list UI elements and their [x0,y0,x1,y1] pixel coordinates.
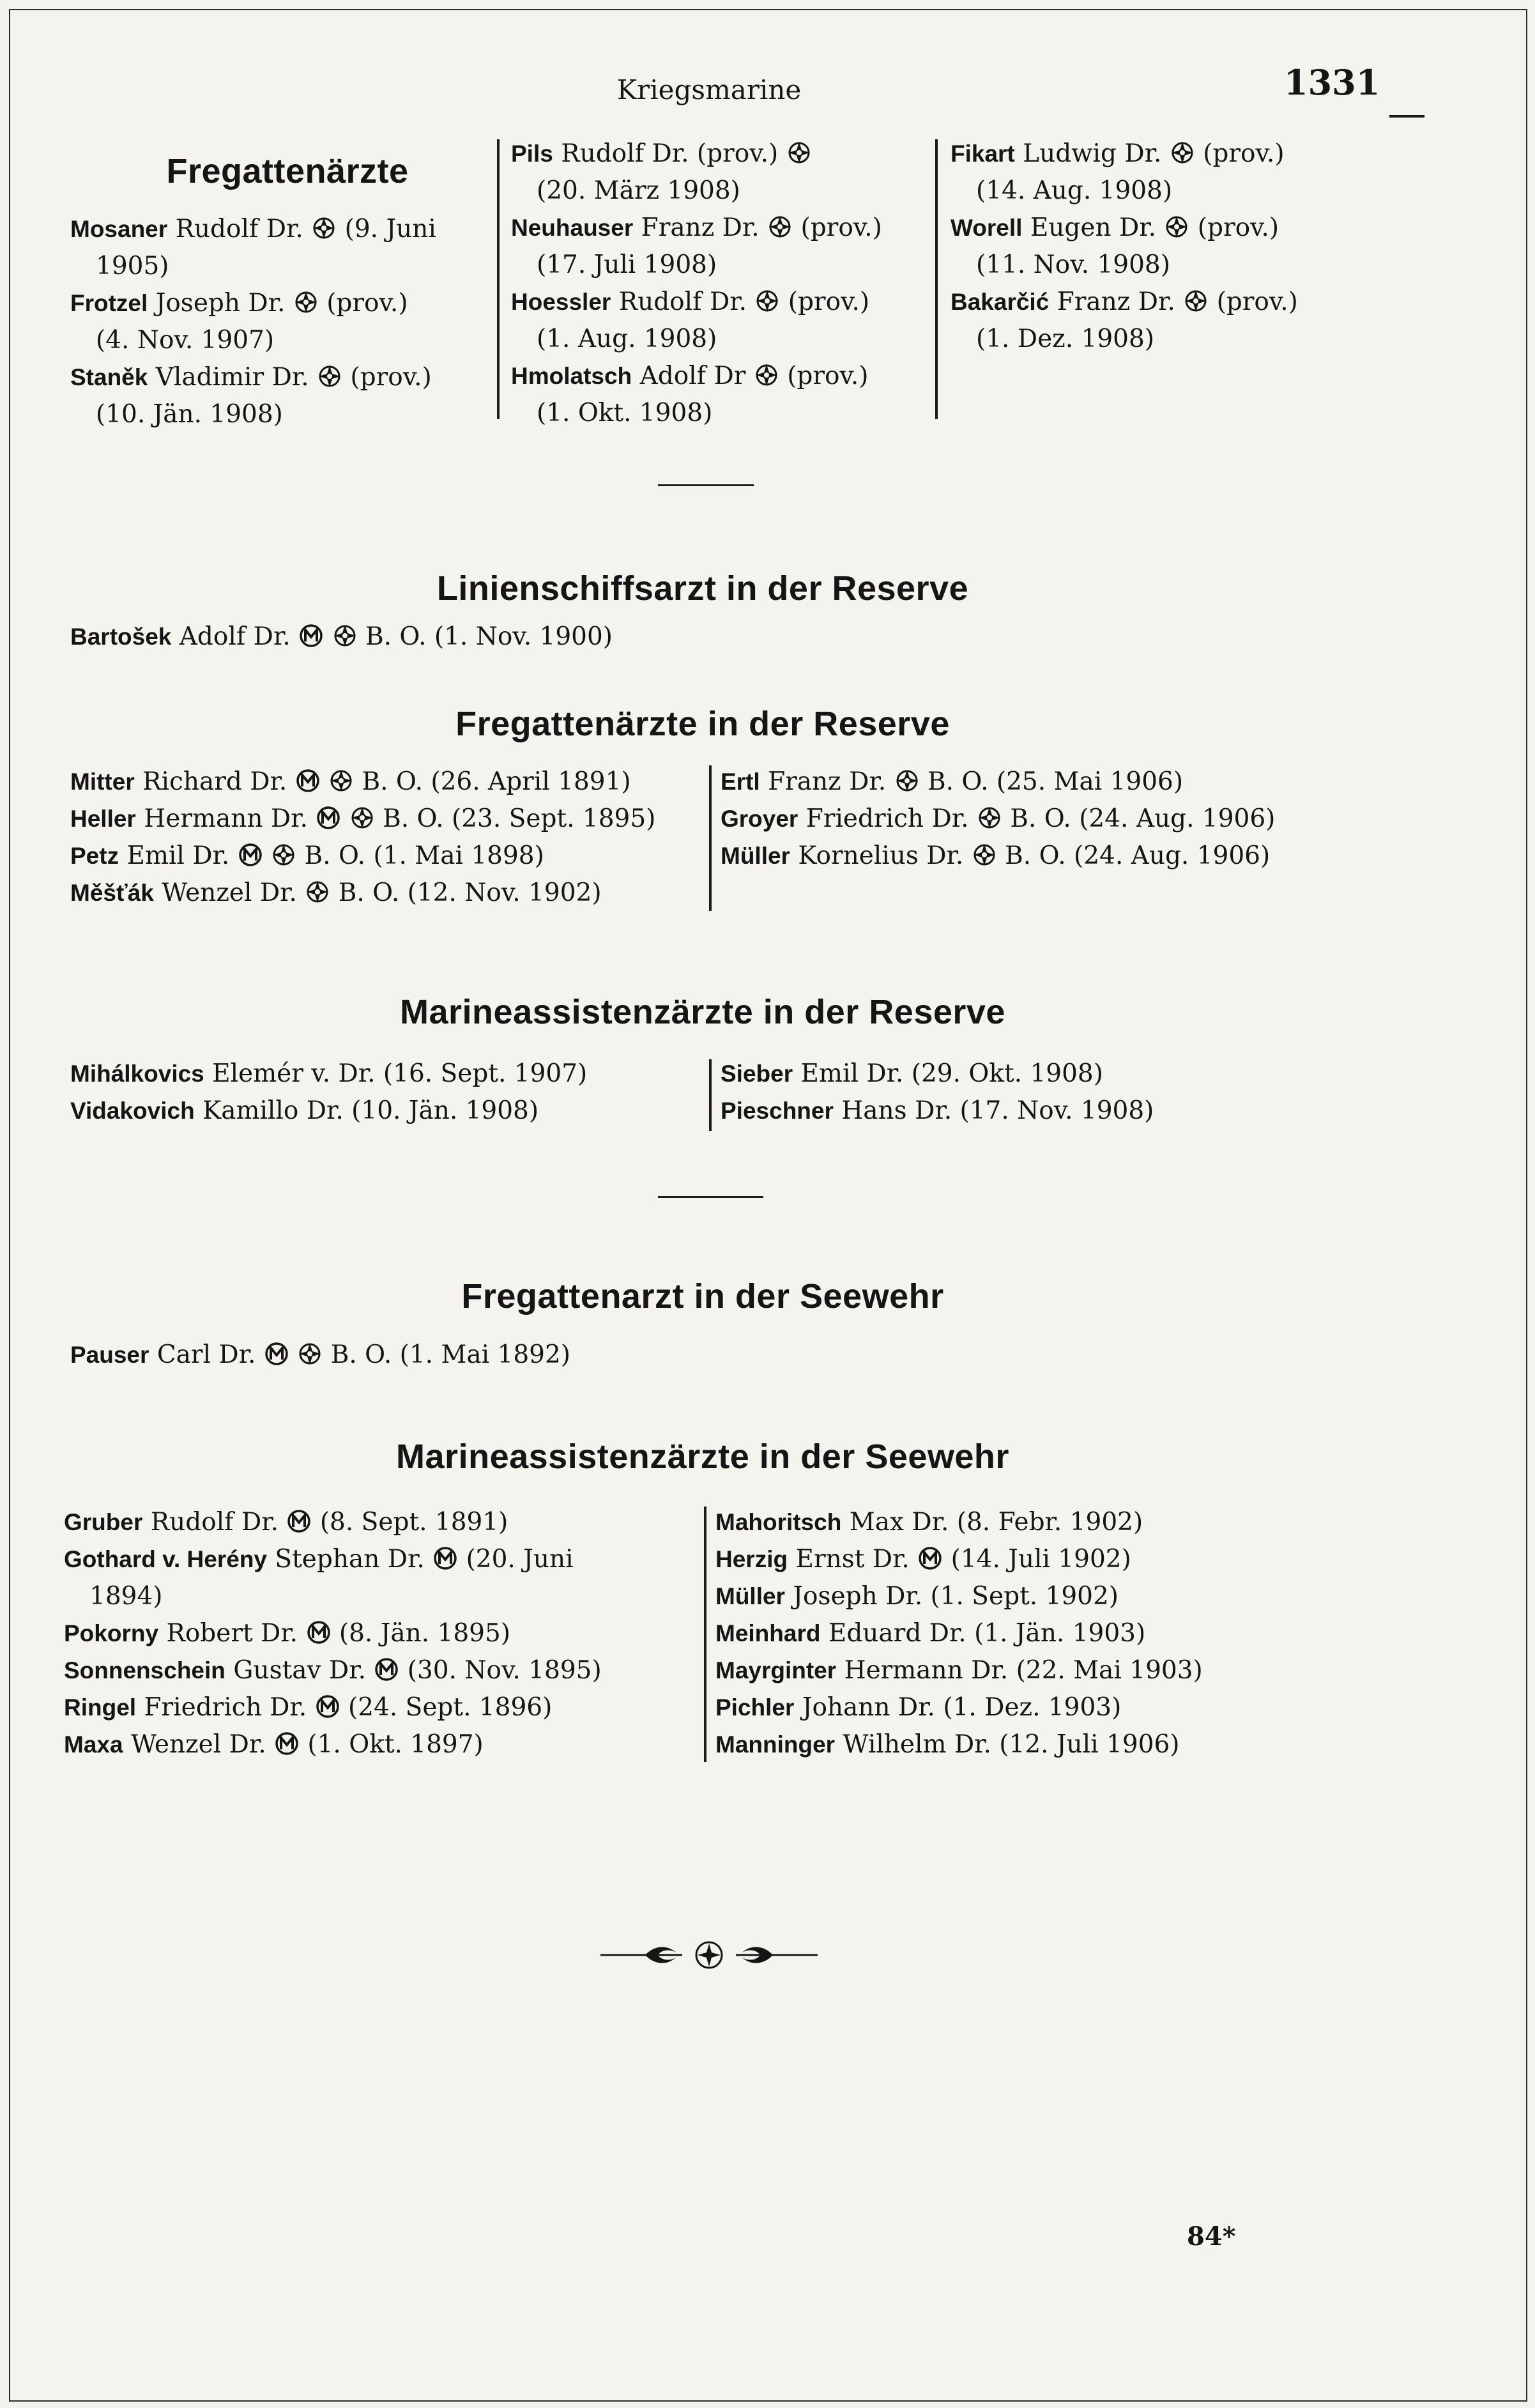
column-fregattenaerzte-1 [70,211,492,433]
page-number: 1331 [1284,62,1380,103]
merit-medal-icon [274,1731,300,1756]
entry: Petz Emil Dr. B. O. (1. Mai 1898) [70,841,544,870]
cross-icon [767,214,793,240]
entry: Hoessler Rudolf Dr. (prov.) [511,288,870,316]
ornament-icon [600,1936,818,1974]
merit-medal-icon [295,768,321,794]
cross-icon [786,140,812,165]
entry: Müller Kornelius Dr. B. O. (24. Aug. 1906) [721,841,1271,870]
entry: Ertl Franz Dr. B. O. (25. Mai 1906) [721,767,1184,796]
column-fregattenaerzte-3 [951,135,1385,358]
cross-icon [332,623,358,648]
column-fregattenaerzte-2 [511,135,933,432]
cross-icon [754,362,779,388]
cross-icon [297,1341,323,1367]
entry-cont: (10. Jän. 1908) [96,400,283,429]
divider [658,1196,763,1198]
column-rule [935,139,938,419]
merit-medal-icon [264,1341,289,1367]
entry: Bartošek Adolf Dr. B. O. (1. Nov. 1900) [70,622,613,651]
merit-medal-icon [917,1545,943,1571]
heading-marineassistenz-seewehr: Marineassistenzärzte in der Seewehr [396,1438,1009,1476]
signature-mark: 84* [1187,2221,1236,2251]
entry: Pokorny Robert Dr. (8. Jän. 1895) [64,1619,510,1648]
entry: Pieschner Hans Dr. (17. Nov. 1908) [721,1096,1154,1125]
entry: Müller Joseph Dr. (1. Sept. 1902) [715,1582,1119,1611]
margin-mark [1389,115,1424,118]
entry: Bakarčić Franz Dr. (prov.) [951,288,1298,316]
entry: Pauser Carl Dr. B. O. (1. Mai 1892) [70,1340,570,1369]
cross-icon [1164,214,1189,240]
column-rule [497,139,500,419]
cross-icon [1170,140,1195,165]
cross-icon [305,879,330,905]
entry: Pils Rudolf Dr. (prov.) [511,135,933,173]
entry-cont: (20. März 1908) [537,176,740,205]
merit-medal-icon [298,623,324,648]
entry: Groyer Friedrich Dr. B. O. (24. Aug. 1906) [721,804,1276,833]
entry: Manninger Wilhelm Dr. (12. Juli 1906) [715,1730,1180,1759]
merit-medal-icon [315,1694,340,1719]
merit-medal-icon [316,805,341,831]
column-marineassistenz-reserve-left [70,1055,709,1130]
entry: Meinhard Eduard Dr. (1. Jän. 1903) [715,1619,1146,1648]
running-title: Kriegsmarine [616,74,802,105]
entry-cont: (1. Okt. 1908) [537,399,713,427]
entry: Mahoritsch Max Dr. (8. Febr. 1902) [715,1508,1143,1537]
cross-icon [311,215,337,241]
cross-icon [328,768,354,794]
entry: Fikart Ludwig Dr. (prov.) [951,139,1285,168]
divider [658,484,754,486]
heading-linienschiffsarzt: Linienschiffsarzt in der Reserve [436,569,969,608]
entry: Mihálkovics Elemér v. Dr. (16. Sept. 1907) [70,1059,588,1088]
entry: Herzig Ernst Dr. (14. Juli 1902) [715,1545,1131,1574]
cross-icon [754,288,780,314]
entry: Neuhauser Franz Dr. (prov.) [511,213,882,242]
heading-marineassistenz-reserve: Marineassistenzärzte in der Reserve [400,993,1005,1031]
entry: Pichler Johann Dr. (1. Dez. 1903) [715,1693,1122,1722]
entry: Sieber Emil Dr. (29. Okt. 1908) [721,1059,1103,1088]
column-fregattenaerzte-reserve-right [721,763,1359,875]
heading-fregattenaerzte-reserve: Fregattenärzte in der Reserve [455,705,950,743]
entry: Hmolatsch Adolf Dr (prov.) [511,362,869,390]
entry: Vidakovich Kamillo Dr. (10. Jän. 1908) [70,1096,539,1125]
merit-medal-icon [238,842,263,868]
entry: Gothard v. Herény Stephan Dr. (20. Juni [64,1545,574,1574]
entry: Mitter Richard Dr. B. O. (26. April 1891) [70,767,631,796]
entry-cont: (1. Dez. 1908) [976,325,1154,353]
entry-cont: 1905) [96,252,169,280]
merit-medal-icon [374,1657,399,1682]
column-fregattenaerzte-reserve-left [70,763,709,912]
heading-fregattenarzt-seewehr: Fregattenarzt in der Seewehr [461,1277,944,1315]
cross-icon [977,805,1002,831]
entry: Sonnenschein Gustav Dr. (30. Nov. 1895) [64,1656,602,1685]
cross-icon [972,842,997,868]
entry: Měšťák Wenzel Dr. B. O. (12. Nov. 1902) [70,878,602,907]
column-marineassistenz-seewehr-right [715,1504,1354,1763]
entry: Gruber Rudolf Dr. (8. Sept. 1891) [64,1508,508,1537]
cross-icon [317,364,342,389]
cross-icon [349,805,375,831]
cross-icon [1183,288,1209,314]
entry-cont: (4. Nov. 1907) [96,326,275,355]
entry: Mayrginter Hermann Dr. (22. Mai 1903) [715,1656,1203,1685]
entry: Worell Eugen Dr. (prov.) [951,213,1279,242]
column-rule [704,1507,706,1762]
merit-medal-icon [432,1545,458,1571]
merit-medal-icon [286,1508,312,1534]
entry: Mosaner Rudolf Dr. (9. Juni [70,215,436,243]
entry-cont: (17. Juli 1908) [537,250,717,279]
entry: Ringel Friedrich Dr. (24. Sept. 1896) [64,1693,553,1722]
entry-cont: (14. Aug. 1908) [976,176,1173,205]
column-marineassistenz-seewehr-left [64,1504,703,1763]
column-marineassistenz-reserve-right [721,1055,1359,1130]
entry-cont: (1. Aug. 1908) [537,325,717,353]
cross-icon [271,842,296,868]
heading-fregattenaerzte: Fregattenärzte [166,152,409,190]
column-rule [709,765,712,911]
merit-medal-icon [306,1620,332,1645]
entry: Heller Hermann Dr. B. O. (23. Sept. 1895) [70,804,656,833]
entry: Maxa Wenzel Dr. (1. Okt. 1897) [64,1730,484,1759]
column-rule [709,1059,712,1131]
entry: Frotzel Joseph Dr. (prov.) [70,289,408,318]
cross-icon [894,768,920,794]
entry-cont: 1894) [89,1582,163,1611]
cross-icon [293,289,319,315]
entry: Staněk Vladimir Dr. (prov.) [70,363,432,392]
entry-cont: (11. Nov. 1908) [976,250,1170,279]
